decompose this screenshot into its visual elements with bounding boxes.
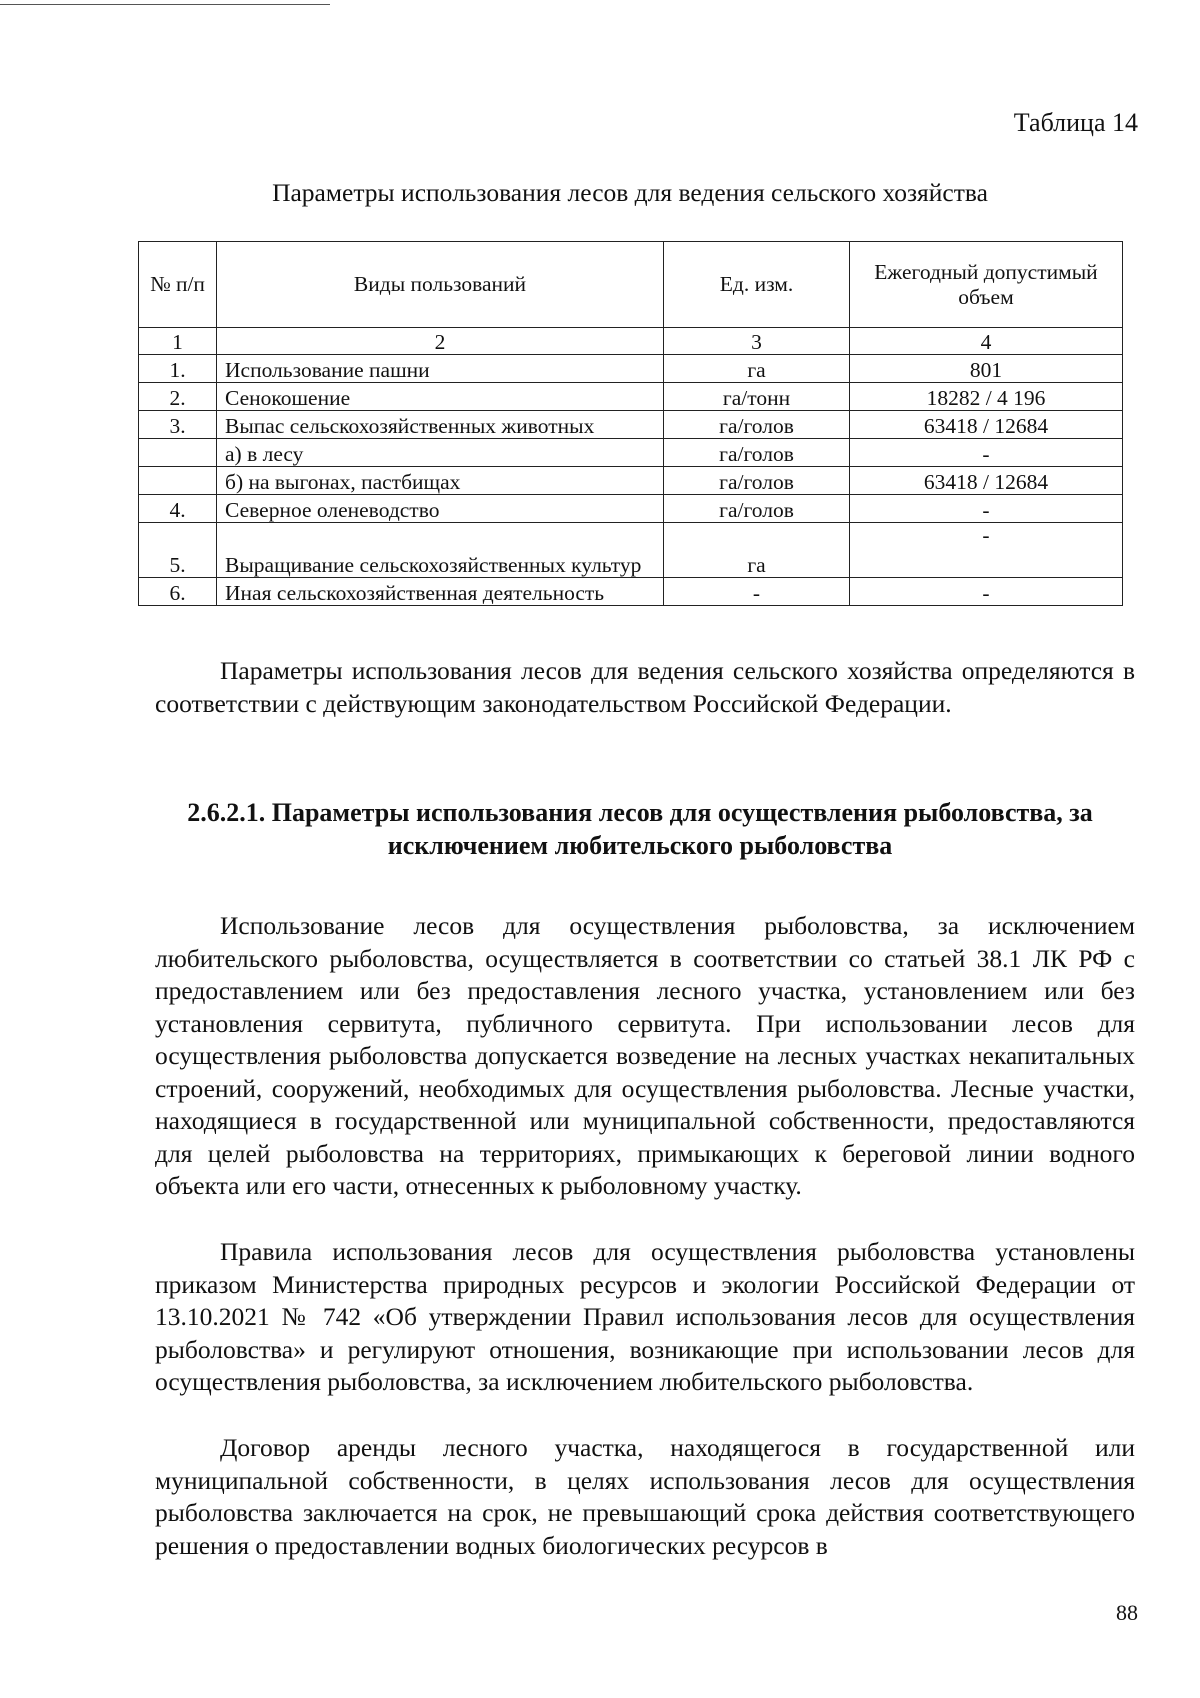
- page-number: 88: [1116, 1600, 1138, 1625]
- table-row: [139, 383, 1123, 411]
- column-number: 4: [850, 328, 1123, 355]
- paragraph-agriculture-legislation: Параметры использования лесов для ведения сельского хозяйства определяются в соответствии с действующим законодательством Российской Федерации.: [155, 656, 1135, 718]
- row-volume: -: [850, 578, 1123, 606]
- row-volume: 63418 / 12684: [850, 467, 1123, 495]
- row-number: [139, 467, 217, 495]
- row-usage-type: Северное оленеводство: [217, 495, 664, 523]
- row-number: 3.: [139, 411, 217, 439]
- row-volume: -: [850, 523, 1123, 578]
- header-unit: Ед. изм.: [664, 242, 850, 328]
- table-header-row: [139, 242, 1123, 328]
- scan-edge-line: [0, 4, 330, 5]
- section-heading: 2.6.2.1. Параметры использования лесов для осуществления рыболовства, за исключением любительского рыболовства: [187, 798, 1093, 860]
- row-number: 4.: [139, 495, 217, 523]
- row-volume: -: [850, 439, 1123, 467]
- row-usage-type: Выпас сельскохозяйственных животных: [217, 411, 664, 439]
- column-number: 3: [664, 328, 850, 355]
- row-unit: га/голов: [664, 411, 850, 439]
- row-number: 2.: [139, 383, 217, 411]
- agriculture-parameters-table: [138, 241, 1123, 606]
- row-unit: га/голов: [664, 467, 850, 495]
- row-usage-type: Сенокошение: [217, 383, 664, 411]
- row-number: [139, 439, 217, 467]
- table-caption: Параметры использования лесов для ведения сельского хозяйства: [272, 178, 988, 207]
- row-unit: га: [664, 523, 850, 578]
- header-usage-type: Виды пользований: [217, 242, 664, 328]
- row-usage-type: а) в лесу: [217, 439, 664, 467]
- row-unit: га/тонн: [664, 383, 850, 411]
- row-volume: 801: [850, 355, 1123, 383]
- header-annual-volume: Ежегодный допустимый объем: [850, 242, 1123, 328]
- table-row: [139, 523, 1123, 578]
- paragraph-fishing-usage: Использование лесов для осуществления рыболовства, за исключением любительского рыболовства, осуществляется в соответствии со статьей 38.1 ЛК РФ с предоставлением или без предоставления лесного участка, установлением или без установления сервитута, публичного сервитута. При использовании лесов для осуществления рыболовства допускается возведение на лесных участках некапитальных строений, сооружений, необходимых для осуществления рыболовства. Лесные участки, находящиеся в государственной или муниципальной собственности, предоставляются для целей рыболовства на территориях, примыкающих к береговой линии водного объекта или его части, отнесенных к рыболовному участку.: [155, 911, 1135, 1200]
- table-label: Таблица 14: [1013, 108, 1138, 137]
- table-row: [139, 355, 1123, 383]
- row-number: 5.: [139, 523, 217, 578]
- row-usage-type: Иная сельскохозяйственная деятельность: [217, 578, 664, 606]
- row-unit: га/голов: [664, 439, 850, 467]
- row-number: 1.: [139, 355, 217, 383]
- column-number: 1: [139, 328, 217, 355]
- row-volume: 18282 / 4 196: [850, 383, 1123, 411]
- table-row: [139, 495, 1123, 523]
- row-unit: га/голов: [664, 495, 850, 523]
- row-volume: -: [850, 495, 1123, 523]
- row-usage-type: б) на выгонах, пастбищах: [217, 467, 664, 495]
- row-unit: га: [664, 355, 850, 383]
- paragraph-fishing-rules: Правила использования лесов для осуществления рыболовства установлены приказом Министерства природных ресурсов и экологии Российской Федерации от 13.10.2021 № 742 «Об утверждении Правил использования лесов для осуществления рыболовства» и регулируют отношения, возникающие при использовании лесов для осуществления рыболовства, за исключением любительского рыболовства.: [155, 1237, 1135, 1396]
- paragraph-lease-agreement: Договор аренды лесного участка, находящегося в государственной или муниципальной собственности, в целях использования лесов для осуществления рыболовства заключается на срок, не превышающий срока действия соответствующего решения о предоставлении водных биологических ресурсов в: [155, 1433, 1135, 1560]
- row-volume: 63418 / 12684: [850, 411, 1123, 439]
- header-number: № п/п: [139, 242, 217, 328]
- table-row: [139, 411, 1123, 439]
- column-number-row: [139, 328, 1123, 355]
- table-row: [139, 439, 1123, 467]
- table-row: [139, 578, 1123, 606]
- row-usage-type: Выращивание сельскохозяйственных культур: [217, 523, 664, 578]
- row-usage-type: Использование пашни: [217, 355, 664, 383]
- row-number: 6.: [139, 578, 217, 606]
- row-unit: -: [664, 578, 850, 606]
- column-number: 2: [217, 328, 664, 355]
- table-row: [139, 467, 1123, 495]
